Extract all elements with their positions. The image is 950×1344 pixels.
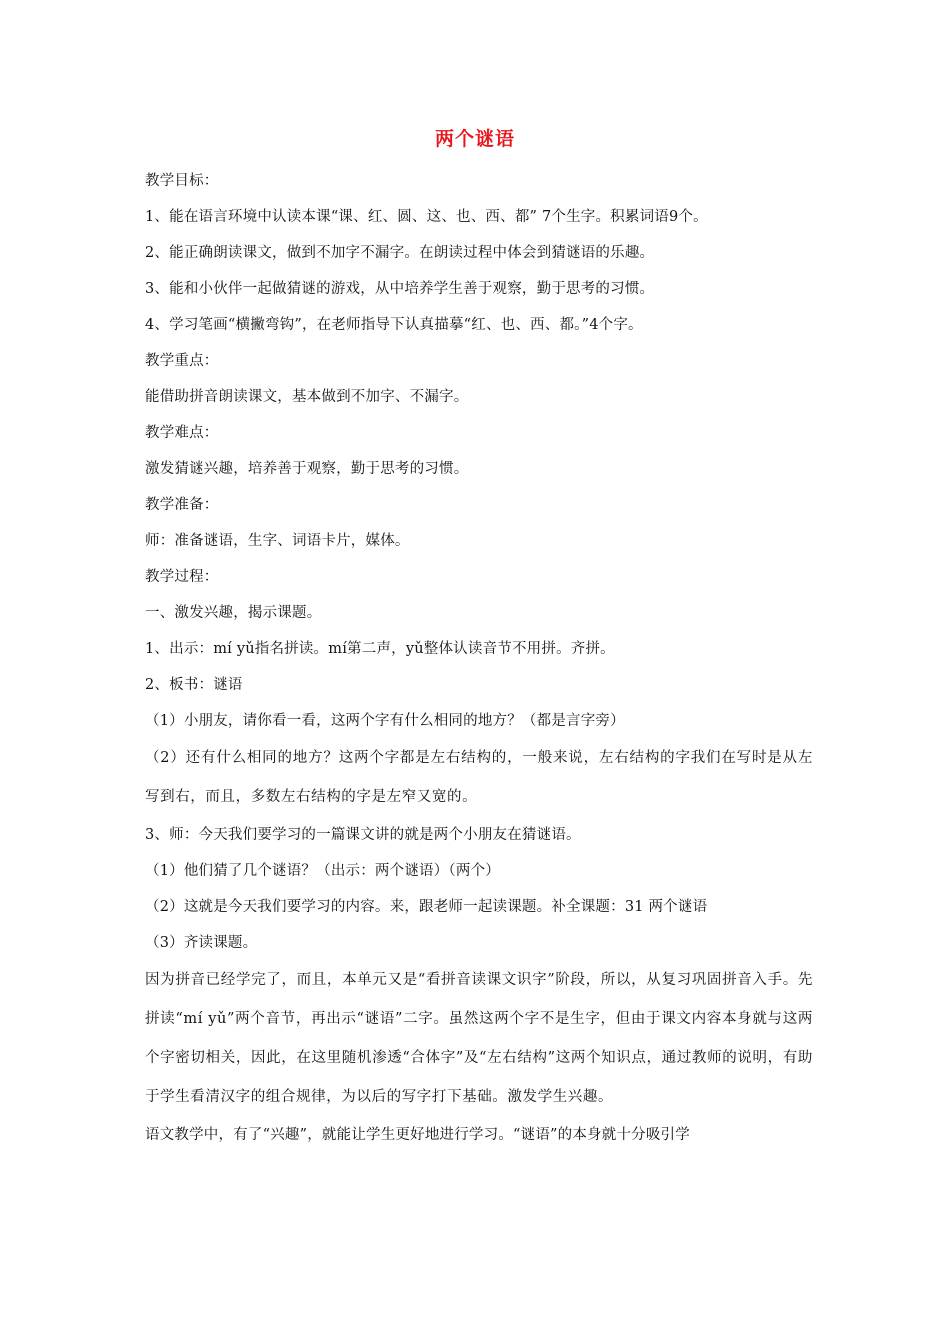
- document-title: 两个谜语: [434, 128, 515, 150]
- heading-process: 教学过程：: [145, 569, 219, 585]
- process-item-2: 2、板书：谜语: [145, 677, 243, 693]
- objective-3: 3、能和小伙伴一起做猜谜的游戏，从中培养学生善于观察，勤于思考的习惯。: [145, 281, 655, 297]
- process-item-1: 1、出示：mí yǔ指名拼读。mí第二声，yǔ整体认读音节不用拼。齐拼。: [145, 641, 615, 657]
- heading-key-points: 教学重点：: [145, 353, 219, 369]
- process-item-3-sub-1: （1）他们猜了几个谜语？（出示：两个谜语）（两个）: [145, 863, 500, 879]
- objective-1: 1、能在语言环境中认读本课“课、红、圆、这、也、西、都” 7个生字。积累词语9个。: [145, 209, 708, 225]
- closing-paragraph-start: 语文教学中，有了“兴趣”，就能让学生更好地进行学习。“谜语”的本身就十分吸引学: [145, 1127, 690, 1143]
- document-body: [145, 163, 813, 1153]
- process-item-3: 3、师：今天我们要学习的一篇课文讲的就是两个小朋友在猜谜语。: [145, 827, 581, 843]
- heading-preparation: 教学准备：: [145, 497, 219, 513]
- process-item-3-sub-3: （3）齐读课题。: [145, 935, 258, 951]
- difficulties-text: 激发猜谜兴趣，培养善于观察，勤于思考的习惯。: [145, 461, 469, 477]
- process-item-3-sub-2: （2）这就是今天我们要学习的内容。来，跟老师一起读课题。补全课题：31 两个谜语: [145, 899, 708, 915]
- process-subitem-2: （2）还有什么相同的地方？这两个字都是左右结构的，一般来说，左右结构的字我们在写时是从左写到右，而且，多数左右结构的字是左窄又宽的。: [145, 750, 813, 805]
- heading-objectives: 教学目标：: [145, 173, 219, 189]
- design-reflection-paragraph: 因为拼音已经学完了，而且，本单元又是“看拼音读课文识字”阶段，所以，从复习巩固拼音入手。先拼读“mí yǔ”两个音节，再出示“谜语”二字。虽然这两个字不是生字，但由于课文内容本身就与这两个字密切相关，因此，在这里随机渗透“合体字”及“左右结构”这两个知识点，通过教师的说明，有助于学生看清汉字的组合规律，为以后的写字打下基础。激发学生兴趣。: [145, 972, 813, 1105]
- process-subitem-1: （1）小朋友，请你看一看，这两个字有什么相同的地方？（都是言字旁）: [145, 713, 625, 729]
- heading-difficulties: 教学难点：: [145, 425, 219, 441]
- objective-4: 4、学习笔画“横撇弯钩”，在老师指导下认真描摹“红、也、西、都。”4个字。: [145, 317, 643, 333]
- objective-2: 2、能正确朗读课文，做到不加字不漏字。在朗读过程中体会到猜谜语的乐趣。: [145, 245, 655, 261]
- preparation-text: 师：准备谜语，生字、词语卡片，媒体。: [145, 533, 410, 549]
- process-step-1-heading: 一、激发兴趣，揭示课题。: [145, 605, 322, 621]
- key-points-text: 能借助拼音朗读课文，基本做到不加字、不漏字。: [145, 389, 469, 405]
